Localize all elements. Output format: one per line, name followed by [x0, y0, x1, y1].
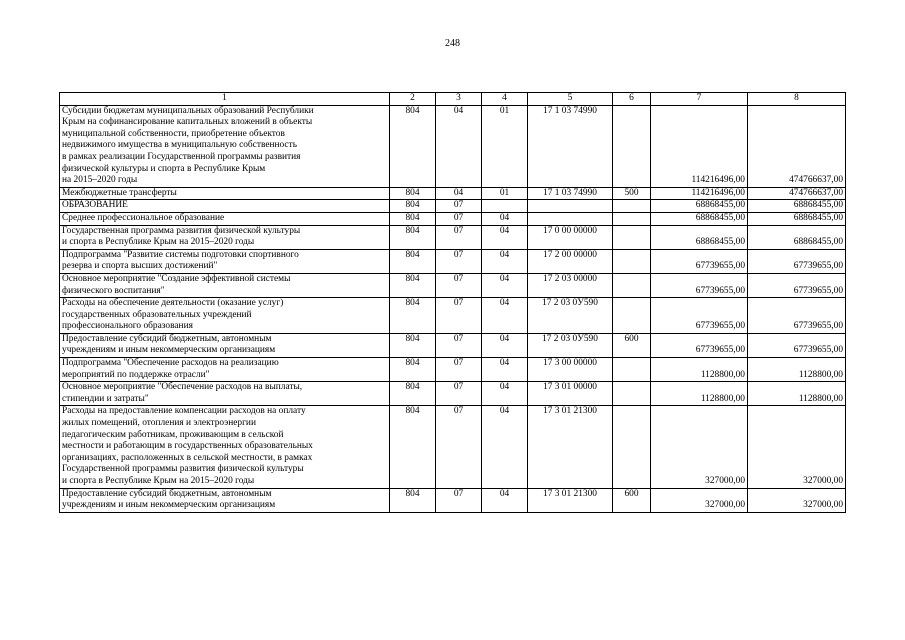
description-line: и спорта в Республике Крым на 2015–2020 годы	[62, 237, 255, 248]
column-header: 8	[748, 93, 846, 106]
expense-type-code	[613, 200, 651, 213]
ministry-code: 804	[390, 488, 436, 512]
ministry-code: 804	[390, 225, 436, 249]
subsection-code: 04	[482, 333, 528, 357]
description-line: Субсидии бюджетам муниципальных образований Республики	[62, 105, 314, 116]
budget-table	[59, 92, 846, 513]
description-line: стипендии и затраты"	[62, 393, 149, 404]
description-line: мероприятий по поддержке отрасли"	[62, 369, 210, 380]
description-line: муниципальной собственности, приобретение объектов	[62, 128, 285, 139]
amount-year-1: 114216496,00	[651, 187, 748, 200]
table-row	[60, 187, 846, 200]
description-line: государственных образовательных учреждений	[62, 309, 252, 320]
ministry-code: 804	[390, 358, 436, 382]
column-header: 2	[390, 93, 436, 106]
subsection-code: 04	[482, 488, 528, 512]
row-description	[60, 187, 390, 200]
description-line: профессионального образования	[62, 321, 193, 332]
target-article-code: 17 2 03 00000	[528, 273, 613, 297]
ministry-code: 804	[390, 298, 436, 334]
table-row	[60, 298, 846, 334]
subsection-code: 04	[482, 249, 528, 273]
row-description	[60, 382, 390, 406]
row-description	[60, 406, 390, 488]
expense-type-code	[613, 105, 651, 187]
ministry-code: 804	[390, 273, 436, 297]
table-row	[60, 406, 846, 488]
description-line: Государственной программы развития физической культуры	[62, 464, 304, 475]
expense-type-code: 600	[613, 333, 651, 357]
description-line: Основное мероприятие "Создание эффективной системы	[62, 273, 291, 284]
expense-type-code	[613, 298, 651, 334]
section-code: 07	[436, 273, 482, 297]
amount-year-2: 67739655,00	[748, 249, 846, 273]
table-row	[60, 382, 846, 406]
description-line: физической культуры и спорта в Республике Крым	[62, 163, 266, 174]
target-article-code: 17 0 00 00000	[528, 225, 613, 249]
amount-year-1: 1128800,00	[651, 382, 748, 406]
row-description	[60, 225, 390, 249]
expense-type-code	[613, 212, 651, 225]
amount-year-1: 67739655,00	[651, 249, 748, 273]
subsection-code: 01	[482, 187, 528, 200]
amount-year-1: 67739655,00	[651, 273, 748, 297]
section-code: 07	[436, 298, 482, 334]
table-row	[60, 105, 846, 187]
table-row	[60, 488, 846, 512]
description-line: Основное мероприятие "Обеспечение расходов на выплаты,	[62, 382, 303, 393]
target-article-code	[528, 212, 613, 225]
description-line: Предоставление субсидий бюджетным, автономным	[62, 333, 272, 344]
subsection-code: 04	[482, 273, 528, 297]
amount-year-2: 474766637,00	[748, 187, 846, 200]
table-row	[60, 249, 846, 273]
row-description	[60, 488, 390, 512]
description-line: Среднее профессиональное образование	[62, 212, 225, 223]
description-line: организациях, расположенных в сельской местности, в рамках	[62, 452, 313, 463]
amount-year-2: 474766637,00	[748, 105, 846, 187]
amount-year-1: 68868455,00	[651, 225, 748, 249]
table-row	[60, 200, 846, 213]
target-article-code	[528, 200, 613, 213]
amount-year-2: 1128800,00	[748, 358, 846, 382]
subsection-code: 04	[482, 382, 528, 406]
ministry-code: 804	[390, 333, 436, 357]
column-header: 5	[528, 93, 613, 106]
section-code: 07	[436, 333, 482, 357]
expense-type-code	[613, 249, 651, 273]
description-line: учреждениям и иным некоммерческим организациям	[62, 345, 276, 356]
target-article-code: 17 1 03 74990	[528, 187, 613, 200]
description-line: в рамках реализации Государственной программы развития	[62, 151, 301, 162]
amount-year-1: 327000,00	[651, 406, 748, 488]
description-line: Государственная программа развития физической культуры	[62, 225, 301, 236]
ministry-code: 804	[390, 200, 436, 213]
amount-year-1: 327000,00	[651, 488, 748, 512]
expense-type-code: 500	[613, 187, 651, 200]
column-header: 1	[60, 93, 390, 106]
description-line: Подпрограмма "Развитие системы подготовки спортивного	[62, 249, 299, 260]
table-row	[60, 212, 846, 225]
column-header: 3	[436, 93, 482, 106]
section-code: 07	[436, 488, 482, 512]
column-header: 4	[482, 93, 528, 106]
amount-year-1: 1128800,00	[651, 358, 748, 382]
target-article-code: 17 2 03 0У590	[528, 333, 613, 357]
expense-type-code: 600	[613, 488, 651, 512]
section-code: 04	[436, 105, 482, 187]
description-line: местности и работающим в государственных образовательных	[62, 441, 313, 452]
row-description	[60, 249, 390, 273]
target-article-code: 17 2 03 0У590	[528, 298, 613, 334]
section-code: 07	[436, 200, 482, 213]
ministry-code: 804	[390, 406, 436, 488]
row-description	[60, 358, 390, 382]
amount-year-1: 68868455,00	[651, 212, 748, 225]
expense-type-code	[613, 406, 651, 488]
amount-year-2: 327000,00	[748, 488, 846, 512]
description-line: жилых помещений, отопления и электроэнергии	[62, 418, 256, 429]
section-code: 07	[436, 406, 482, 488]
ministry-code: 804	[390, 249, 436, 273]
target-article-code: 17 3 00 00000	[528, 358, 613, 382]
description-line: недвижимого имущества в муниципальную собственность	[62, 140, 297, 151]
description-line: Крым на софинансирование капитальных вложений в объекты	[62, 117, 313, 128]
amount-year-2: 67739655,00	[748, 298, 846, 334]
row-description	[60, 200, 390, 213]
description-line: физического воспитания"	[62, 285, 165, 296]
page-number: 248	[445, 38, 460, 49]
subsection-code: 04	[482, 406, 528, 488]
expense-type-code	[613, 273, 651, 297]
table-row	[60, 333, 846, 357]
amount-year-1: 67739655,00	[651, 298, 748, 334]
row-description	[60, 298, 390, 334]
row-description	[60, 105, 390, 187]
ministry-code: 804	[390, 105, 436, 187]
target-article-code: 17 3 01 21300	[528, 406, 613, 488]
ministry-code: 804	[390, 212, 436, 225]
target-article-code: 17 3 01 00000	[528, 382, 613, 406]
description-line: учреждениям и иным некоммерческим организациям	[62, 500, 276, 511]
description-line: Межбюджетные трансферты	[62, 187, 177, 198]
expense-type-code	[613, 225, 651, 249]
subsection-code: 04	[482, 298, 528, 334]
amount-year-2: 68868455,00	[748, 225, 846, 249]
subsection-code: 04	[482, 358, 528, 382]
description-line: Подпрограмма "Обеспечение расходов на реализацию	[62, 358, 279, 369]
target-article-code: 17 3 01 21300	[528, 488, 613, 512]
row-description	[60, 333, 390, 357]
row-description	[60, 212, 390, 225]
description-line: на 2015–2020 годы	[62, 175, 138, 186]
description-line: Предоставление субсидий бюджетным, автономным	[62, 488, 272, 499]
header-row	[60, 93, 846, 106]
description-line: ОБРАЗОВАНИЕ	[62, 200, 128, 211]
description-line: педагогическим работникам, проживающим в сельской	[62, 429, 284, 440]
expense-type-code	[613, 382, 651, 406]
section-code: 07	[436, 225, 482, 249]
target-article-code: 17 1 03 74990	[528, 105, 613, 187]
table-row	[60, 358, 846, 382]
target-article-code: 17 2 00 00000	[528, 249, 613, 273]
description-line: Расходы на обеспечение деятельности (оказание услуг)	[62, 298, 284, 309]
ministry-code: 804	[390, 382, 436, 406]
amount-year-2: 68868455,00	[748, 212, 846, 225]
amount-year-2: 67739655,00	[748, 333, 846, 357]
description-line: и спорта в Республике Крым на 2015–2020 годы	[62, 476, 255, 486]
section-code: 07	[436, 249, 482, 273]
section-code: 07	[436, 358, 482, 382]
column-header: 7	[651, 93, 748, 106]
amount-year-1: 114216496,00	[651, 105, 748, 187]
amount-year-2: 67739655,00	[748, 273, 846, 297]
section-code: 07	[436, 382, 482, 406]
ministry-code: 804	[390, 187, 436, 200]
row-description	[60, 273, 390, 297]
column-header: 6	[613, 93, 651, 106]
amount-year-2: 1128800,00	[748, 382, 846, 406]
amount-year-2: 68868455,00	[748, 200, 846, 213]
subsection-code	[482, 200, 528, 213]
section-code: 07	[436, 212, 482, 225]
section-code: 04	[436, 187, 482, 200]
amount-year-2: 327000,00	[748, 406, 846, 488]
description-line: резерва и спорта высших достижений"	[62, 261, 218, 272]
table-row	[60, 273, 846, 297]
subsection-code: 04	[482, 225, 528, 249]
amount-year-1: 68868455,00	[651, 200, 748, 213]
subsection-code: 01	[482, 105, 528, 187]
description-line: Расходы на предоставление компенсации расходов на оплату	[62, 406, 306, 417]
subsection-code: 04	[482, 212, 528, 225]
amount-year-1: 67739655,00	[651, 333, 748, 357]
expense-type-code	[613, 358, 651, 382]
table-row	[60, 225, 846, 249]
